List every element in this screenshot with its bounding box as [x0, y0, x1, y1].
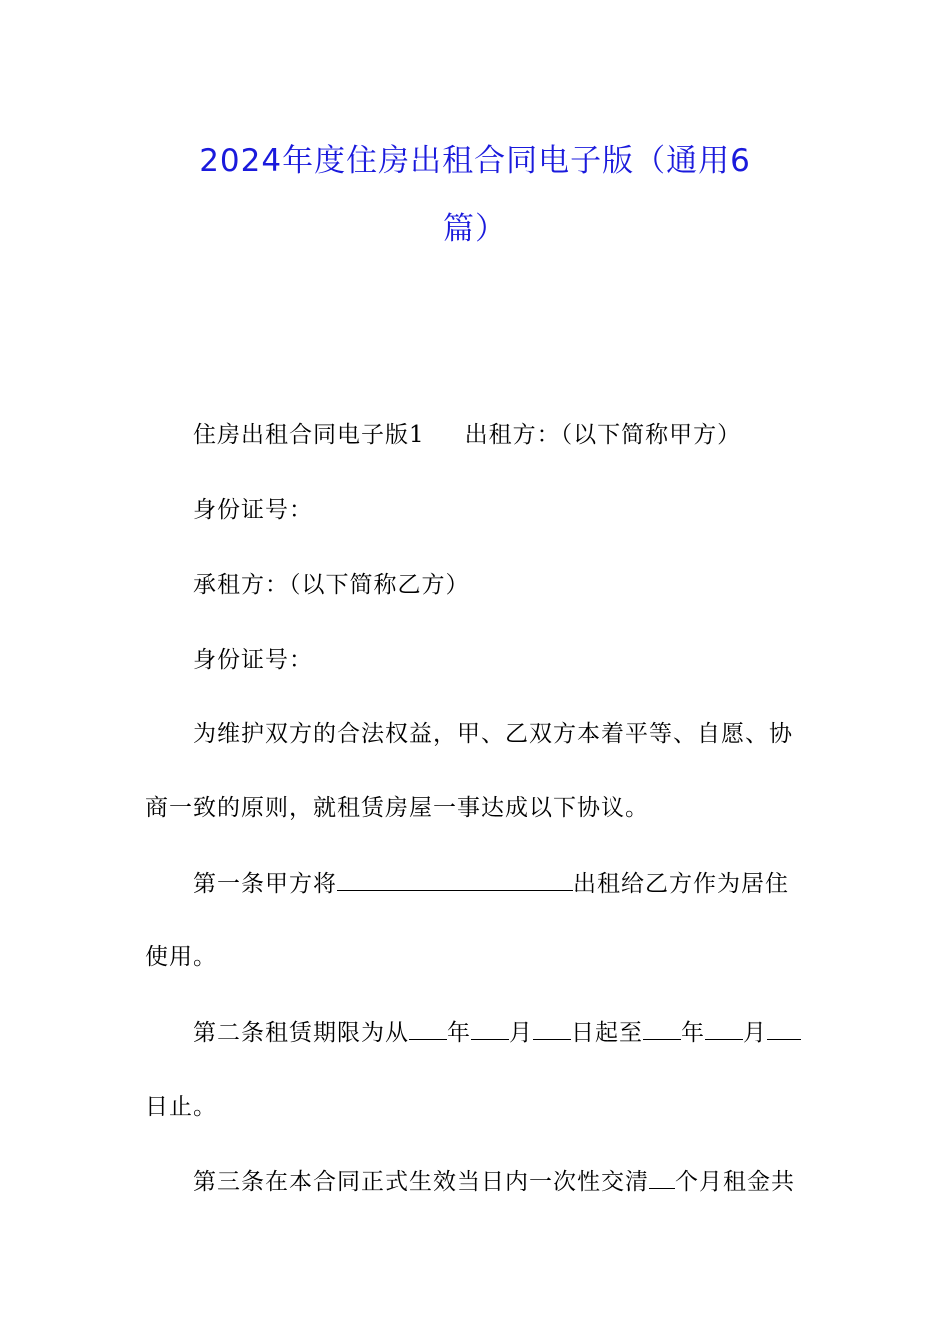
start-day-to-label: 日起至 [571, 1020, 643, 1046]
end-month-label: 月 [743, 1020, 767, 1046]
article-2-line-1 [193, 1017, 810, 1048]
article-1-line-2: 使用。 [145, 944, 217, 970]
lessor-id-label: 身份证号： [193, 497, 313, 523]
document-title-line-2: 篇） [443, 211, 507, 247]
lessee-label: 承租方：（以下简称乙方） [193, 572, 470, 598]
article-3-prefix: 第三条在本合同正式生效当日内一次性交清 [193, 1169, 649, 1195]
start-month-label: 月 [509, 1020, 533, 1046]
lessor-label: 出租方：（以下简称甲方） [464, 422, 742, 448]
article-1-prefix: 第一条甲方将 [193, 871, 337, 897]
contract-heading-line [193, 420, 810, 450]
lessee-id-label: 身份证号： [193, 647, 313, 673]
end-year-label: 年 [681, 1020, 705, 1046]
end-year-blank [643, 1017, 681, 1040]
end-month-blank [705, 1017, 743, 1040]
end-day-blank [767, 1017, 801, 1040]
start-month-blank [471, 1017, 509, 1040]
article-2-prefix: 第二条租赁期限为从 [193, 1020, 409, 1046]
months-blank [649, 1166, 675, 1189]
start-year-blank [409, 1017, 447, 1040]
article-3-line-1 [193, 1166, 810, 1197]
document-title-line-1: 2024年度住房出租合同电子版（通用6 [199, 143, 751, 179]
premises-blank [337, 868, 573, 891]
start-year-label: 年 [447, 1020, 471, 1046]
preamble-line-2: 商一致的原则，就租赁房屋一事达成以下协议。 [145, 795, 649, 821]
preamble-line-1: 为维护双方的合法权益，甲、乙双方本着平等、自愿、协 [193, 721, 793, 747]
article-1-suffix: 出租给乙方作为居住 [573, 871, 789, 897]
start-day-blank [533, 1017, 571, 1040]
article-2-line-2: 日止。 [145, 1094, 217, 1120]
article-1-line-1 [193, 868, 810, 899]
contract-heading: 住房出租合同电子版1 [193, 422, 425, 448]
article-3-suffix: 个月租金共 [675, 1169, 795, 1195]
